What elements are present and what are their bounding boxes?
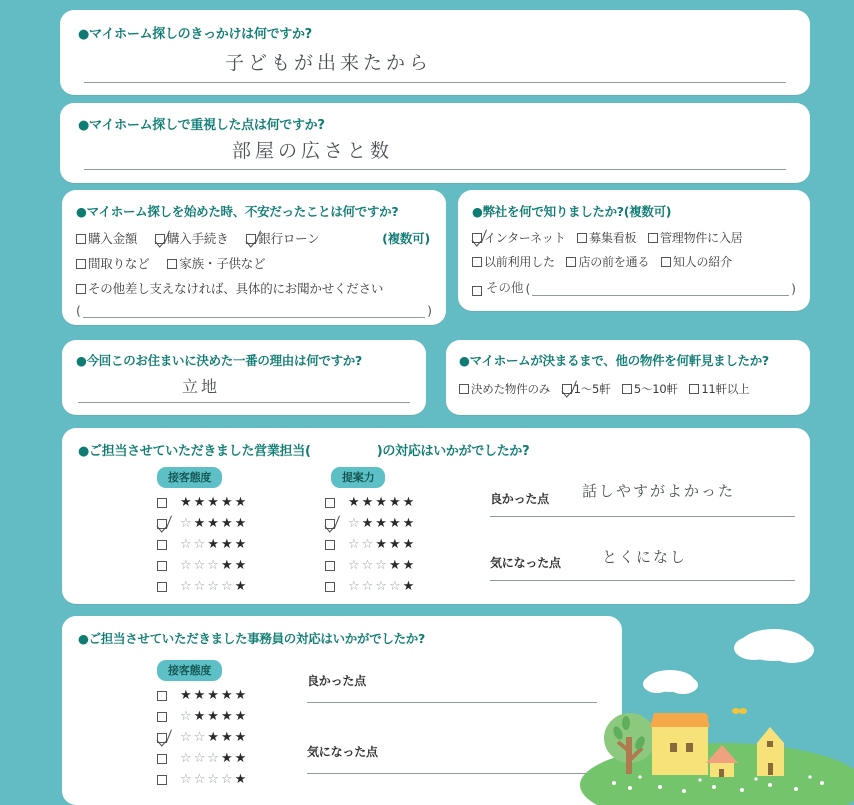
q8-g0-row-4[interactable] xyxy=(157,773,248,786)
q2-answer: 部屋の広さと数 xyxy=(232,140,394,162)
checkbox-icon[interactable] xyxy=(157,582,167,592)
flowers-decoration xyxy=(612,775,824,793)
q4-option-0-label: インターネット xyxy=(484,231,566,245)
q3-free-close: ) xyxy=(427,303,432,318)
question-card-q8 xyxy=(62,616,622,805)
checkbox-icon[interactable] xyxy=(157,712,167,722)
q8-good-line[interactable] xyxy=(307,702,597,703)
q4-option-2[interactable] xyxy=(648,229,743,246)
checkbox-icon[interactable] xyxy=(566,257,576,267)
q6-option-3[interactable] xyxy=(689,381,749,397)
q8-bad-line[interactable] xyxy=(307,773,597,774)
star-rating-4: ☆★★★★ xyxy=(180,709,249,724)
checkbox-icon[interactable] xyxy=(661,257,671,267)
q3-option-3-label: 間取りなど xyxy=(88,256,150,271)
q3-option-5-label: その他差し支えなければ、具体的にお聞かせください xyxy=(88,281,384,296)
q4-options-row-1 xyxy=(472,229,796,246)
q6-option-1[interactable] xyxy=(562,381,611,397)
q1-heading: ●マイホーム探しのきっかけは何ですか? xyxy=(78,27,312,42)
star-rating-3: ☆☆★★★ xyxy=(180,730,249,745)
q7-g0-row-4[interactable] xyxy=(157,580,248,593)
q3-option-3[interactable] xyxy=(76,254,150,272)
q8-bad-label: 気になった点 xyxy=(307,745,378,759)
checkbox-icon[interactable] xyxy=(325,540,335,550)
big-house-icon xyxy=(650,713,710,775)
question-card-q3 xyxy=(62,190,446,325)
checkbox-icon[interactable] xyxy=(157,498,167,508)
checkbox-icon[interactable] xyxy=(76,259,86,269)
q4-option-0[interactable] xyxy=(472,229,566,246)
q3-free-text-field[interactable] xyxy=(76,303,432,318)
q6-heading: ●マイホームが決まるまで、他の物件を何軒見ましたか? xyxy=(459,353,769,368)
checkbox-icon[interactable] xyxy=(648,233,658,243)
q2-answer-line[interactable] xyxy=(84,169,786,170)
q6-option-2-label: 5〜10軒 xyxy=(633,382,678,396)
q6-option-3-label: 11軒以上 xyxy=(701,382,750,396)
q4-option-5[interactable] xyxy=(661,253,732,270)
q5-answer-line[interactable] xyxy=(78,402,410,403)
checkbox-icon[interactable] xyxy=(325,561,335,571)
q3-options-row-1 xyxy=(76,229,432,247)
tall-house-icon xyxy=(757,727,784,776)
q3-option-2-label: 銀行ローン xyxy=(258,231,320,246)
star-rating-5: ★★★★★ xyxy=(348,495,417,510)
q3-option-1[interactable] xyxy=(155,229,229,247)
checkbox-icon[interactable] xyxy=(577,233,587,243)
star-rating-1: ☆☆☆☆★ xyxy=(180,772,249,787)
q4-option-1[interactable] xyxy=(577,229,636,246)
checkbox-icon[interactable] xyxy=(76,234,86,244)
checkbox-checked-icon[interactable] xyxy=(246,234,256,244)
q7-g0-row-1[interactable] xyxy=(157,517,248,530)
question-card-q7 xyxy=(62,428,810,604)
q4-option-3[interactable] xyxy=(472,253,555,270)
q8-g0-row-1[interactable] xyxy=(157,710,248,723)
q8-g0-row-3[interactable] xyxy=(157,752,248,765)
q4-other-line[interactable] xyxy=(532,285,789,296)
q4-other-field[interactable] xyxy=(472,278,796,296)
q7-bad-answer: とくになし xyxy=(602,548,688,566)
checkbox-checked-icon[interactable] xyxy=(157,733,167,743)
q3-multi-note: (複数可) xyxy=(382,231,430,246)
q4-other-open: ( xyxy=(525,281,531,296)
q7-good-line[interactable] xyxy=(490,516,795,517)
q8-rating-group-0 xyxy=(157,659,248,786)
question-card-q6 xyxy=(446,340,810,415)
q3-option-0-label: 購入金額 xyxy=(88,231,138,246)
q6-option-2[interactable] xyxy=(622,381,678,397)
q7-heading xyxy=(78,440,529,459)
checkbox-checked-icon[interactable] xyxy=(562,384,572,394)
q7-g1-row-2[interactable] xyxy=(325,538,416,551)
q7-rating-group-0-badge: 接客態度 xyxy=(157,467,222,488)
q4-option-1-label: 募集看板 xyxy=(589,231,637,245)
star-rating-2: ☆☆☆★★ xyxy=(180,558,249,573)
q7-rating-group-0 xyxy=(157,466,248,593)
q7-good-label: 良かった点 xyxy=(490,492,550,506)
q6-options-row xyxy=(459,381,797,397)
q7-g1-row-3[interactable] xyxy=(325,559,416,572)
star-rating-2: ☆☆☆★★ xyxy=(348,558,417,573)
q7-bad-label: 気になった点 xyxy=(490,556,561,570)
checkbox-icon[interactable] xyxy=(157,561,167,571)
q6-option-0[interactable] xyxy=(459,381,550,397)
question-card-q5 xyxy=(62,340,426,415)
checkbox-icon[interactable] xyxy=(622,384,632,394)
star-rating-5: ★★★★★ xyxy=(180,495,249,510)
q7-heading-part-a: ●ご担当させていただきました営業担当( xyxy=(78,444,311,459)
butterfly-icon xyxy=(732,708,747,714)
q4-option-4[interactable] xyxy=(566,253,649,270)
checkbox-icon[interactable] xyxy=(167,259,177,269)
star-rating-5: ★★★★★ xyxy=(180,688,249,703)
q7-rating-group-1-badge: 提案力 xyxy=(331,467,385,488)
q7-g1-row-4[interactable] xyxy=(325,580,416,593)
star-rating-3: ☆☆★★★ xyxy=(180,537,249,552)
checkbox-checked-icon[interactable] xyxy=(472,233,482,243)
checkbox-icon[interactable] xyxy=(325,498,335,508)
q2-heading: ●マイホーム探しで重視した点は何ですか? xyxy=(78,118,325,133)
q4-option-5-label: 知人の紹介 xyxy=(672,255,732,269)
q4-option-4-label: 店の前を通る xyxy=(578,255,650,269)
checkbox-icon[interactable] xyxy=(157,775,167,785)
q3-heading: ●マイホーム探しを始めた時、不安だったことは何ですか? xyxy=(76,204,399,219)
q6-option-1-label: 1〜5軒 xyxy=(573,382,611,396)
q4-other-label: その他 xyxy=(486,280,524,295)
q5-heading: ●今回このお住まいに決めた一番の理由は何ですか? xyxy=(76,353,362,368)
question-card-q2 xyxy=(60,103,810,183)
q1-answer-line[interactable] xyxy=(84,82,786,83)
q7-g1-row-1[interactable] xyxy=(325,517,416,530)
q1-answer: 子どもが出来たから xyxy=(225,52,433,74)
checkbox-icon[interactable] xyxy=(76,284,86,294)
q3-option-4-label: 家族・子供など xyxy=(179,256,266,271)
q4-option-3-label: 以前利用した xyxy=(484,255,555,269)
checkbox-icon[interactable] xyxy=(157,691,167,701)
q4-heading: ●弊社を何で知りましたか?(複数可) xyxy=(472,204,672,219)
checkbox-icon[interactable] xyxy=(459,384,469,394)
q7-g1-row-0[interactable] xyxy=(325,496,416,509)
q7-g0-row-0[interactable] xyxy=(157,496,248,509)
q7-heading-part-b: )の対応はいかがでしたか? xyxy=(376,444,530,459)
q3-free-line[interactable] xyxy=(83,307,425,318)
q5-answer: 立地 xyxy=(182,377,221,396)
question-card-q1 xyxy=(60,10,810,95)
q7-good-answer: 話しやすがよかった xyxy=(582,482,736,500)
checkbox-checked-icon[interactable] xyxy=(155,234,165,244)
q4-other-close: ) xyxy=(791,281,796,296)
q7-rating-group-1 xyxy=(325,466,416,593)
star-rating-1: ☆☆☆☆★ xyxy=(180,579,249,594)
star-rating-4: ☆★★★★ xyxy=(180,516,249,531)
q8-rating-group-0-badge: 接客態度 xyxy=(157,660,222,681)
checkbox-icon[interactable] xyxy=(157,540,167,550)
q7-g0-row-3[interactable] xyxy=(157,559,248,572)
checkbox-icon[interactable] xyxy=(472,257,482,267)
q4-options-row-2 xyxy=(472,253,796,270)
q8-g0-row-2[interactable] xyxy=(157,731,248,744)
star-rating-2: ☆☆☆★★ xyxy=(180,751,249,766)
q3-free-open: ( xyxy=(76,303,81,318)
q8-g0-row-0[interactable] xyxy=(157,689,248,702)
small-house-icon xyxy=(706,745,738,777)
question-card-q4 xyxy=(458,190,810,311)
star-rating-4: ☆★★★★ xyxy=(348,516,417,531)
q7-g0-row-2[interactable] xyxy=(157,538,248,551)
checkbox-icon[interactable] xyxy=(325,582,335,592)
checkbox-icon[interactable] xyxy=(472,286,482,296)
star-rating-3: ☆☆★★★ xyxy=(348,537,417,552)
q3-option-5[interactable] xyxy=(76,279,383,297)
checkbox-checked-icon[interactable] xyxy=(157,519,167,529)
q8-heading: ●ご担当させていただきました事務員の対応はいかがでしたか? xyxy=(78,631,425,646)
checkbox-icon[interactable] xyxy=(157,754,167,764)
q3-options-row-3 xyxy=(76,279,432,297)
q3-option-0[interactable] xyxy=(76,229,137,247)
checkbox-checked-icon[interactable] xyxy=(325,519,335,529)
q3-option-1-label: 購入手続き xyxy=(166,231,229,246)
star-rating-1: ☆☆☆☆★ xyxy=(348,579,417,594)
checkbox-icon[interactable] xyxy=(689,384,699,394)
q3-option-4[interactable] xyxy=(167,254,265,272)
q3-option-2[interactable] xyxy=(246,229,319,247)
q6-option-0-label: 決めた物件のみ xyxy=(471,382,551,396)
q8-good-label: 良かった点 xyxy=(307,674,367,688)
q7-bad-line[interactable] xyxy=(490,580,795,581)
q4-option-2-label: 管理物件に入居 xyxy=(659,231,743,245)
q3-options-row-2 xyxy=(76,254,432,272)
